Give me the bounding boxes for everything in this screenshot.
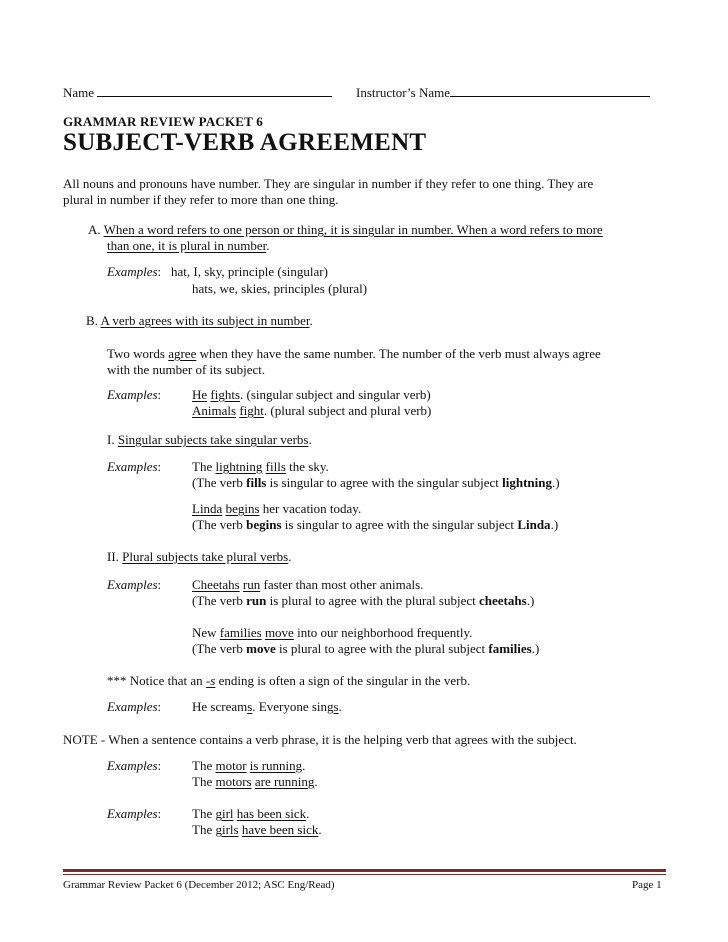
example-verb: fight xyxy=(239,403,264,418)
sub-ii-line xyxy=(107,549,292,565)
note-example-3 xyxy=(192,806,309,822)
note-line: NOTE - When a sentence contains a verb phrase, it is the helping verb that agrees with the subject. xyxy=(63,732,577,747)
note-text: (The verb xyxy=(192,475,247,490)
section-a-line-1 xyxy=(88,222,603,238)
page-number: Page 1 xyxy=(632,879,662,891)
notice-line xyxy=(107,673,470,689)
note-text: (The verb xyxy=(192,641,247,656)
examples-colon: : xyxy=(157,806,162,821)
example-suffix: s xyxy=(333,699,339,714)
example-text: . xyxy=(306,806,310,821)
footer-divider-thick xyxy=(63,869,666,872)
para-agree-word: agree xyxy=(168,346,197,361)
examples-label: Examples xyxy=(107,758,158,773)
notice-text: *** Notice that an xyxy=(107,673,206,688)
note-verb: move xyxy=(246,641,276,656)
sub-ii-examples-label xyxy=(107,577,161,593)
note-example-1 xyxy=(192,758,305,774)
example-subject: Linda xyxy=(192,501,223,516)
name-field-row xyxy=(63,84,332,101)
section-b-line xyxy=(86,313,313,329)
note-subject: Linda xyxy=(517,517,551,532)
example-text: the sky. xyxy=(285,459,329,474)
example-text: The xyxy=(192,758,216,773)
examples-label: Examples xyxy=(107,264,158,279)
section-a-line-2 xyxy=(107,238,269,254)
section-b-period: . xyxy=(309,313,313,328)
note-text: (The verb xyxy=(192,517,247,532)
note-text: is plural to agree with the plural subject xyxy=(266,593,480,608)
section-b-examples-label xyxy=(107,387,161,403)
example-text: . xyxy=(318,822,322,837)
example-text: into our neighborhood frequently. xyxy=(293,625,473,640)
examples-colon: : xyxy=(157,459,162,474)
sub-ii-period: . xyxy=(288,549,292,564)
packet-kicker: GRAMMAR REVIEW PACKET 6 xyxy=(63,114,263,129)
section-b-para-line-1 xyxy=(107,346,601,362)
sub-ii-example-1 xyxy=(192,577,423,593)
examples-label: Examples xyxy=(107,459,158,474)
notice-example xyxy=(192,699,342,715)
examples-colon: : xyxy=(157,387,162,402)
examples-colon: : xyxy=(157,577,162,592)
note-text: is singular to agree with the singular subject xyxy=(281,517,518,532)
example-subject: Cheetahs xyxy=(192,577,240,592)
example-subject: Animals xyxy=(192,403,237,418)
example-text: her vacation today. xyxy=(259,501,362,516)
example-subject: girl xyxy=(215,806,234,821)
note-subject: lightning xyxy=(502,475,552,490)
intro-line-2: plural in number if they refer to more than one thing. xyxy=(63,192,339,207)
example-verb: fights xyxy=(210,387,241,402)
note-examples-label-2 xyxy=(107,806,161,822)
note-text: .) xyxy=(550,517,559,532)
example-rest: . (plural subject and plural verb) xyxy=(263,403,432,418)
name-blank-line xyxy=(97,84,332,97)
note-verb: fills xyxy=(246,475,267,490)
example-text: He scream xyxy=(192,699,248,714)
name-label: Name xyxy=(63,85,95,100)
sub-i-rule: Singular subjects take singular verbs xyxy=(117,432,309,447)
examples-colon: : xyxy=(157,264,162,279)
para-text: when they have the same number. The number of the verb must always agree xyxy=(196,346,601,361)
sub-i-example-1-note xyxy=(192,475,560,491)
example-text: . xyxy=(314,774,318,789)
sub-ii-example-2-note xyxy=(192,641,539,657)
example-text: The xyxy=(192,822,216,837)
example-text: . xyxy=(302,758,306,773)
page-title: SUBJECT-VERB AGREEMENT xyxy=(63,129,427,156)
example-verb: have been sick xyxy=(241,822,319,837)
section-b-rule: A verb agrees with its subject in number xyxy=(100,313,310,328)
note-examples-label-1 xyxy=(107,758,161,774)
footer-divider-thin xyxy=(63,874,666,875)
note-example-4 xyxy=(192,822,322,838)
section-b-marker: B. xyxy=(86,313,98,328)
note-text: is plural to agree with the plural subject xyxy=(275,641,489,656)
examples-label: Examples xyxy=(107,699,158,714)
intro-line-1: All nouns and pronouns have number. They are singular in number if they refer to one thing. They are xyxy=(63,176,594,191)
section-a-rule-2: than one, it is plural in number xyxy=(107,238,267,253)
example-verb: is running xyxy=(249,758,303,773)
example-subject: girls xyxy=(215,822,239,837)
section-a-rule-1: When a word refers to one person or thing, it is singular in number. When a word refers to more xyxy=(103,222,603,237)
notice-text: ending is often a sign of the singular in the verb. xyxy=(215,673,471,688)
sub-ii-marker: II. xyxy=(107,549,119,564)
sub-ii-rule: Plural subjects take plural verbs xyxy=(122,549,289,564)
instructor-name-label: Instructor’s Name xyxy=(356,85,450,100)
sub-i-example-1 xyxy=(192,459,329,475)
section-a-examples-label xyxy=(107,264,161,280)
example-text: The xyxy=(192,806,216,821)
example-text: . xyxy=(338,699,342,714)
example-subject: motor xyxy=(215,758,247,773)
example-verb: has been sick xyxy=(236,806,307,821)
example-text: faster than most other animals. xyxy=(260,577,424,592)
sub-i-line xyxy=(107,432,312,448)
note-subject: cheetahs xyxy=(479,593,527,608)
note-subject: families xyxy=(488,641,532,656)
example-suffix: s xyxy=(247,699,253,714)
note-verb: run xyxy=(246,593,267,608)
section-a-marker: A. xyxy=(88,222,101,237)
sub-i-examples-label xyxy=(107,459,161,475)
instructor-field-row xyxy=(356,84,650,101)
example-verb: fills xyxy=(265,459,286,474)
section-a-example-1: hat, I, sky, principle (singular) xyxy=(171,264,328,279)
examples-colon: : xyxy=(157,758,162,773)
note-text: is singular to agree with the singular subject xyxy=(266,475,503,490)
example-text: . Everyone sing xyxy=(252,699,334,714)
sub-i-period: . xyxy=(308,432,312,447)
example-subject: lightning xyxy=(215,459,263,474)
examples-label: Examples xyxy=(107,806,158,821)
section-a-period: . xyxy=(266,238,270,253)
example-subject: families xyxy=(219,625,262,640)
example-verb: begins xyxy=(225,501,260,516)
instructor-blank-line xyxy=(450,84,650,97)
section-b-para-line-2: with the number of its subject. xyxy=(107,362,266,377)
sub-i-example-2-note xyxy=(192,517,558,533)
example-verb: run xyxy=(242,577,261,592)
para-text: Two words xyxy=(107,346,169,361)
section-a-example-2: hats, we, skies, principles (plural) xyxy=(192,281,368,296)
example-text: The xyxy=(192,774,216,789)
sub-ii-example-1-note xyxy=(192,593,534,609)
note-text: (The verb xyxy=(192,593,247,608)
notice-suffix: -s xyxy=(205,673,216,688)
note-example-2 xyxy=(192,774,318,790)
examples-label: Examples xyxy=(107,577,158,592)
example-rest: . (singular subject and singular verb) xyxy=(240,387,431,402)
footer-left: Grammar Review Packet 6 (December 2012; ASC Eng/Read) xyxy=(63,879,335,891)
example-verb: are running xyxy=(254,774,315,789)
examples-colon: : xyxy=(157,699,162,714)
sub-i-example-2 xyxy=(192,501,361,517)
note-text: .) xyxy=(552,475,560,490)
example-subject: motors xyxy=(215,774,252,789)
section-b-example-2 xyxy=(192,403,431,419)
example-text: New xyxy=(192,625,220,640)
sub-i-marker: I. xyxy=(107,432,115,447)
notice-examples-label xyxy=(107,699,161,715)
note-verb: begins xyxy=(246,517,282,532)
sub-ii-example-2 xyxy=(192,625,472,641)
example-verb: move xyxy=(264,625,294,640)
note-text: .) xyxy=(531,641,540,656)
example-text: The xyxy=(192,459,216,474)
section-b-example-1 xyxy=(192,387,431,403)
note-text: .) xyxy=(526,593,535,608)
example-subject: He xyxy=(192,387,208,402)
examples-label: Examples xyxy=(107,387,158,402)
